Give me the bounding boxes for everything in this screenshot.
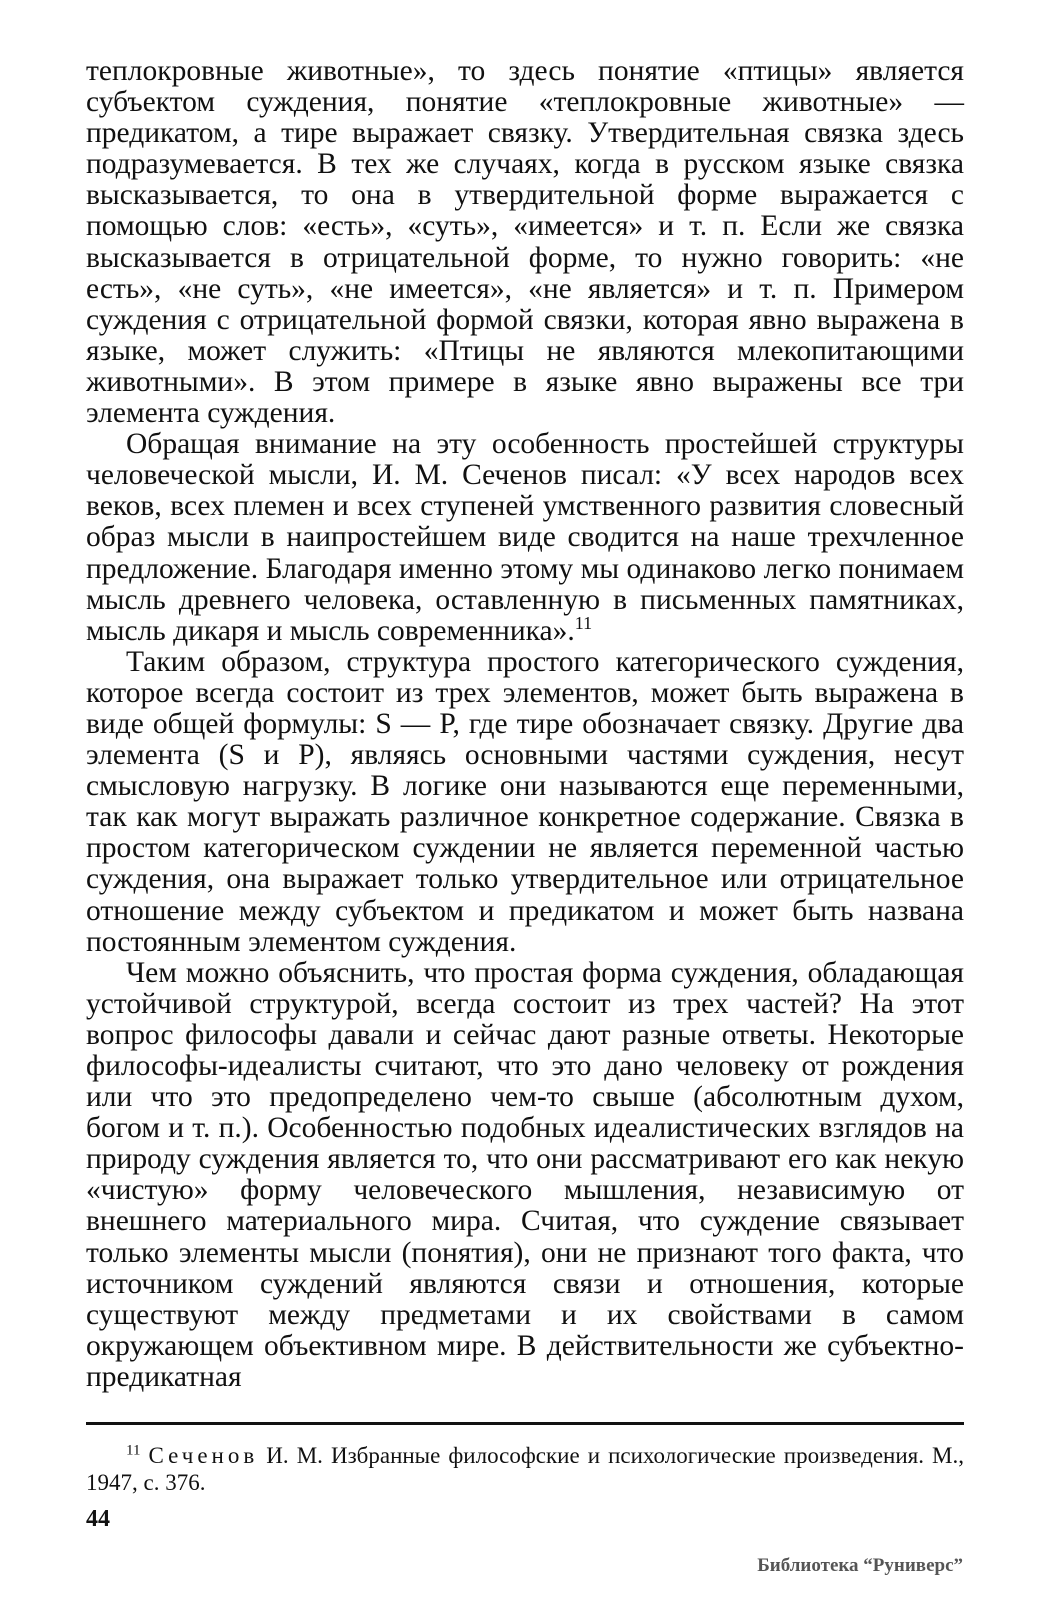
main-text <box>86 56 964 1393</box>
footnote-author: Сеченов <box>148 1443 259 1468</box>
footnote-reference[interactable]: 11 <box>574 612 593 633</box>
page-number: 44 <box>86 1506 110 1532</box>
library-watermark: Библиотека “Руниверс” <box>757 1555 963 1576</box>
footnote-mark: 11 <box>126 1442 141 1459</box>
paragraph-2-text: Обращая внимание на эту особенность простейшей структуры человеческой мысли, И. М. Сеченов писал: «У всех народов всех веков, всех племен и всех ступеней умственного развития словесный образ мысли в наипростейшем виде сводится на наше трехчленное предложение. Благодаря именно этому мы одинаково легко понимаем мысль древнего человека, оставленную в письменных памятниках, мысль дикаря и мысль современника». <box>86 428 964 647</box>
footnote <box>86 1442 964 1496</box>
footnote-divider <box>86 1422 964 1425</box>
paragraph-1: теплокровные животные», то здесь понятие «птицы» является субъектом суждения, понятие «теплокровные животные» — предикатом, а тире выражает связку. Утвердительная связка здесь подразумевается. В тех же случаях, когда в русском языке связка высказывается, то она в утвердительной форме выражается с помощью слов: «есть», «суть», «имеется» и т. п. Если же связка высказывается в отрицательной форме, то нужно говорить: «не есть», «не суть», «не имеется», «не является» и т. п. Примером суждения с отрицательной формой связки, которая явно выражена в языке, может служить: «Птицы не являются млекопитающими животными». В этом примере в языке явно выражены все три элемента суждения. <box>86 55 964 430</box>
page-body <box>86 56 964 1393</box>
paragraph-4: Чем можно объяснить, что простая форма суждения, обладающая устойчивой структурой, всегда состоит из трех частей? На этот вопрос философы давали и сейчас дают разные ответы. Некоторые философы-идеалисты считают, что это дано человеку от рождения или что это предопределено чем-то свыше (абсолютным духом, богом и т. п.). Особенностью подобных идеалистических взглядов на природу суждения является то, что они рассматривают его как некую «чистую» форму человеческого мышления, независимую от внешнего материального мира. Считая, что суждение связывает только элементы мысли (понятия), они не признают того факта, что источником суждений являются связи и отношения, которые существуют между предметами и их свойствами в самом окружающем объективном мире. В действительности же субъектно-предикатная <box>86 956 964 1393</box>
paragraph-2 <box>86 429 964 647</box>
footnote-text: И. М. Избранные философские и психологические произведения. М., 1947, с. 376. <box>86 1443 964 1495</box>
paragraph-3: Таким образом, структура простого категорического суждения, которое всегда состоит из трех элементов, может быть выражена в виде общей формулы: S — P, где тире обозначает связку. Другие два элемента (S и P), являясь основными частями суждения, несут смысловую нагрузку. В логике они называются еще переменными, так как могут выражать различное конкретное содержание. Связка в простом категорическом суждении не является переменной частью суждения, она выражает только утвердительное или отрицательное отношение между субъектом и предикатом и может быть названа постоянным элементом суждения. <box>86 645 964 958</box>
